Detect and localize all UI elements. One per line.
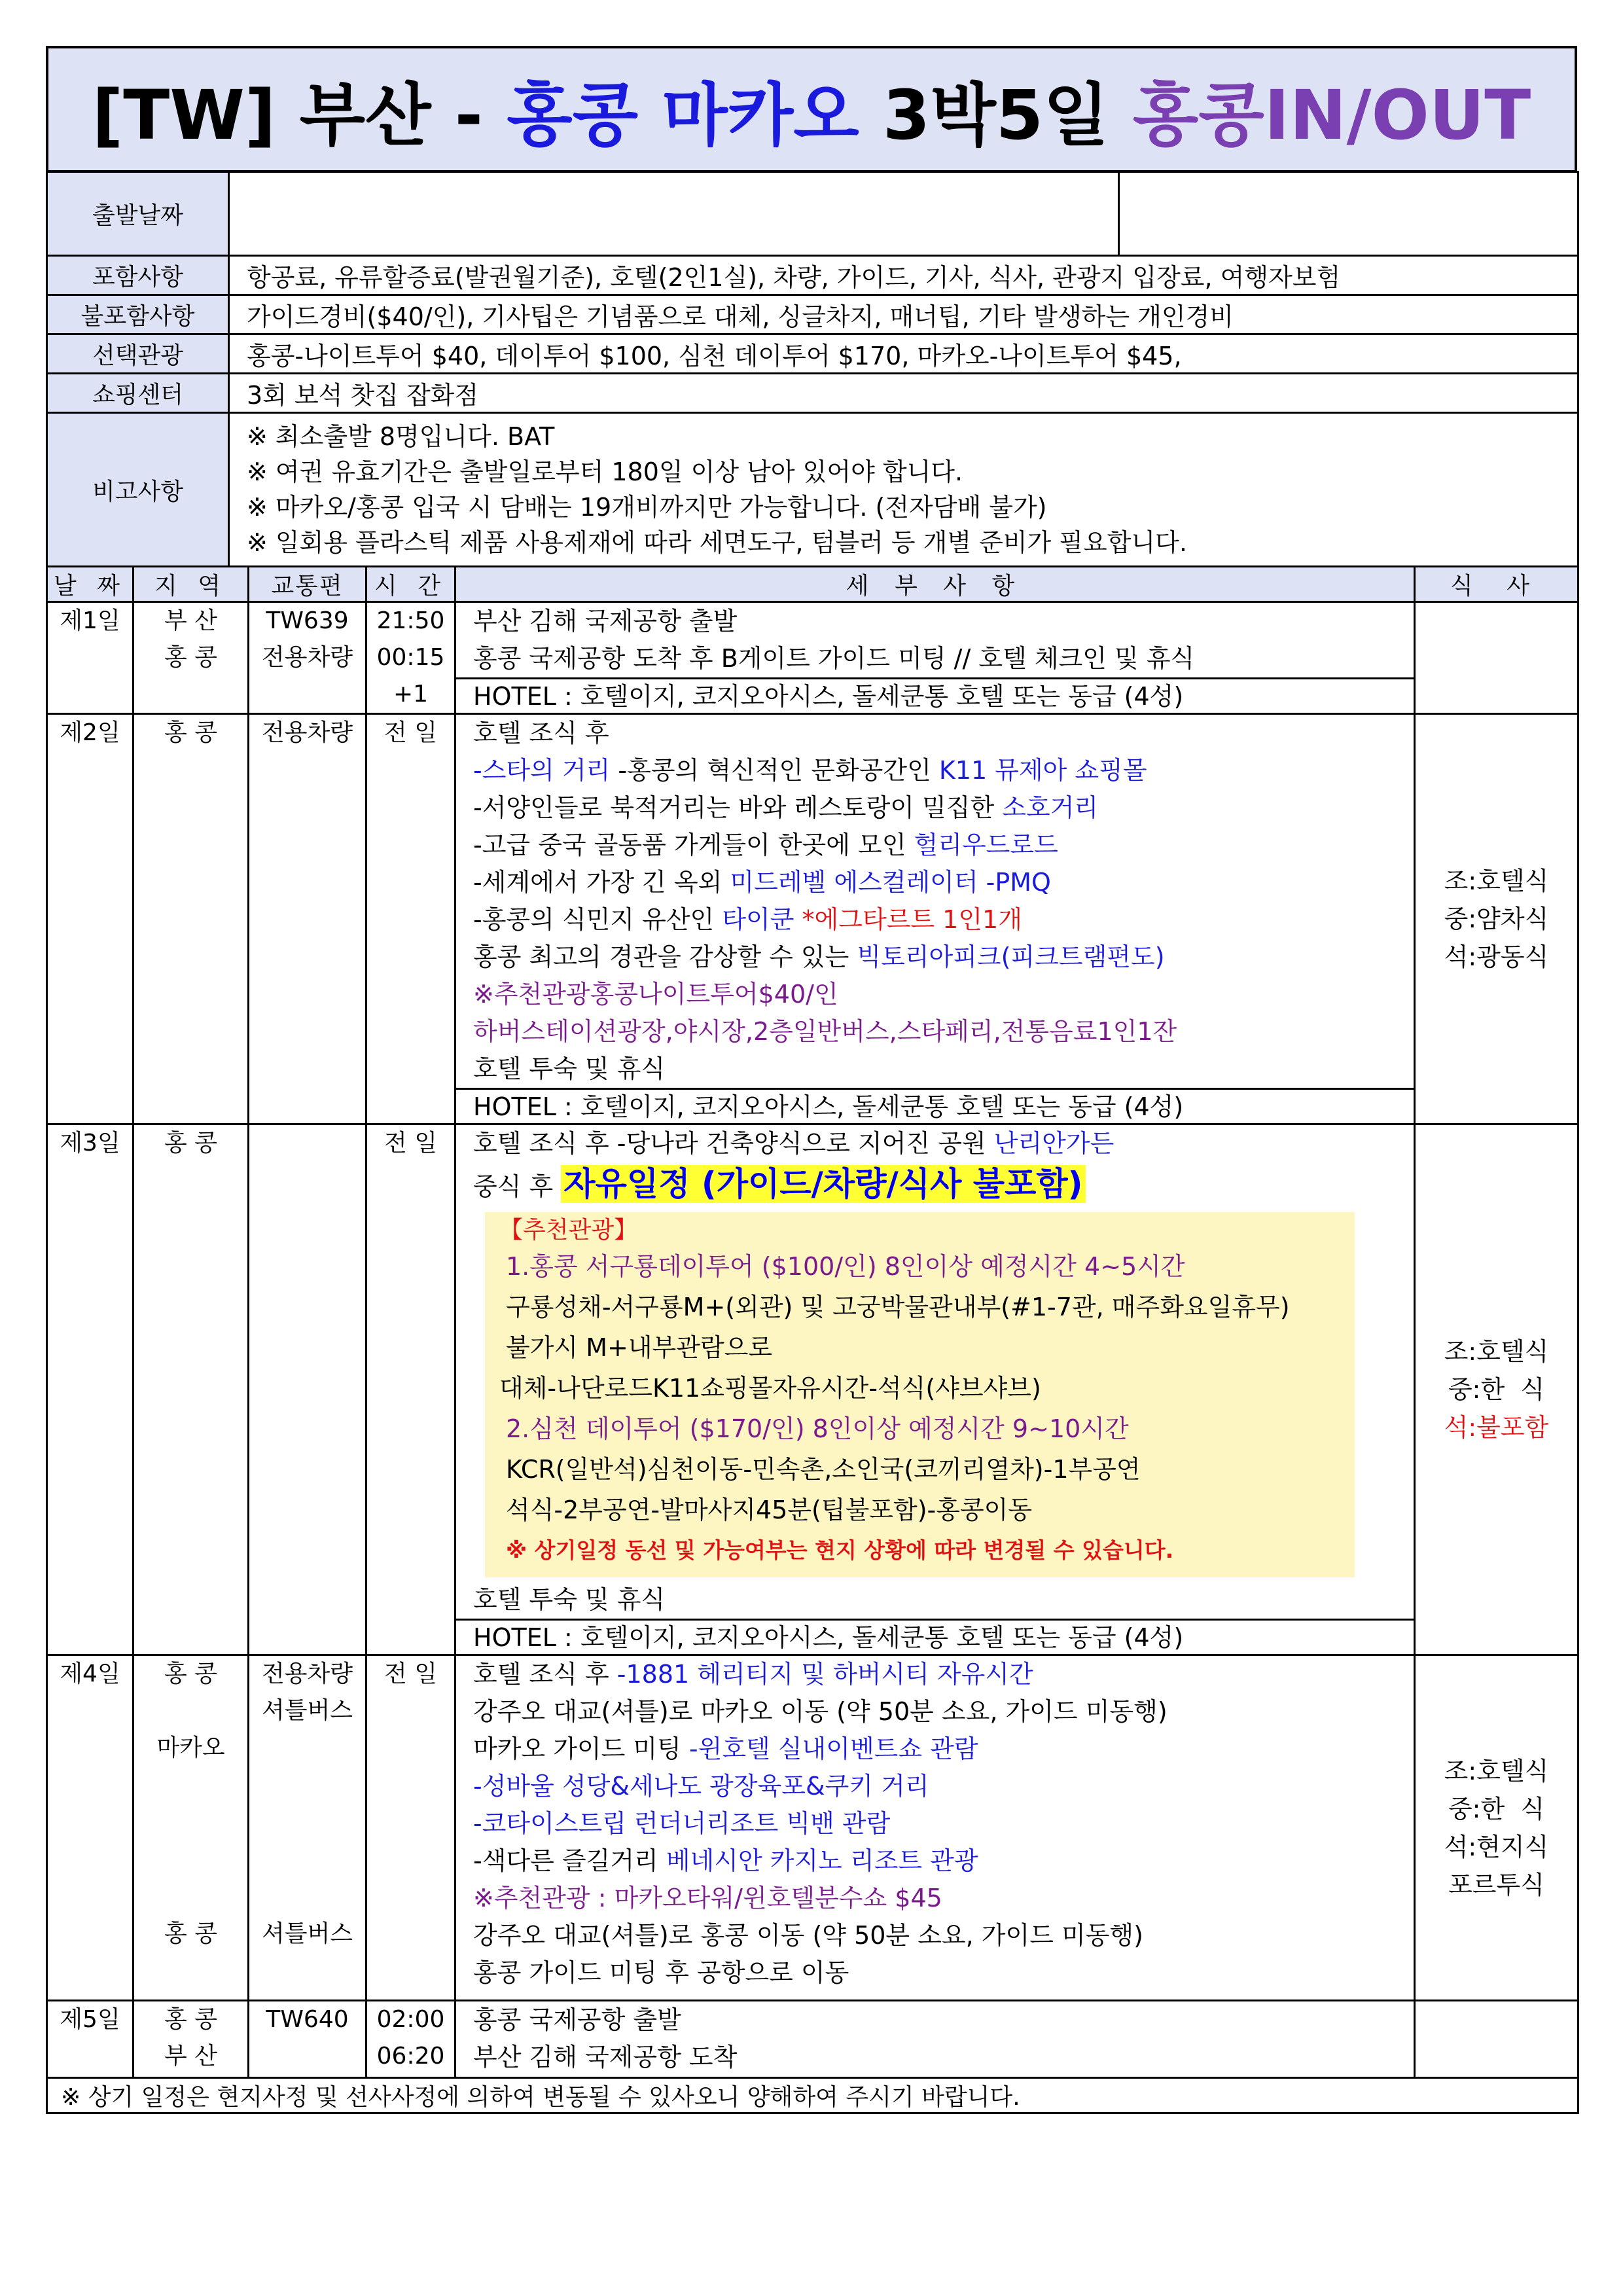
detail-line: -고급 중국 골동품 가게들이 한곳에 모인 헐리우드로드: [473, 831, 1058, 859]
header-day: 날 짜: [47, 567, 134, 602]
meal-dinner: 석:불포함: [1444, 1413, 1549, 1442]
region-name: 부 산: [164, 2043, 217, 2070]
day4-meal: [1415, 1655, 1578, 2001]
detail-line: -서양인들로 북적거리는 바와 레스토랑이 밀집한 소호거리: [473, 793, 1099, 822]
day4-label: 제4일: [47, 1655, 134, 2001]
optional-tour-value: 홍콩-나이트투어 $40, 데이투어 $100, 심천 데이투어 $170, 마카오-나이트투어 $45,: [229, 334, 1578, 374]
region-name: 홍 콩: [164, 1660, 217, 1687]
detail-line: 부산 김해 국제공항 출발: [473, 607, 738, 636]
detail-line: 홍콩 국제공항 도착 후 B게이트 가이드 미팅 // 호텔 체크인 및 휴식: [473, 644, 1195, 673]
day3-time: 전 일: [366, 1124, 455, 1655]
remark-item: ※ 일회용 플라스틱 제품 사용제재에 따라 세면도구, 텀블러 등 개별 준비가 필요합니다.: [247, 528, 1187, 557]
day1-region: [134, 602, 249, 714]
footer-note: ※ 상기 일정은 현지사정 및 선사사정에 의하여 변동될 수 있사오니 양해하여 주시기 바랍니다.: [47, 2078, 1578, 2113]
day1-label: 제1일: [47, 602, 134, 714]
header-meal: 식 사: [1415, 567, 1578, 602]
day5-detail: [455, 2001, 1415, 2078]
info-table: [46, 171, 1579, 567]
recommended-tour-box: [485, 1212, 1355, 1577]
day2-time: 전 일: [366, 714, 455, 1124]
detail-line: 홍콩 국제공항 출발: [473, 2005, 681, 2034]
reco-line: 1.홍콩 서구룡데이투어 ($100/인) 8인이상 예정시간 4~5시간: [506, 1252, 1185, 1281]
detail-line: 홍콩 최고의 경관을 감상할 수 있는 빅토리아피크(피크트램편도): [473, 942, 1165, 971]
remark-item: ※ 최소출발 8명입니다. BAT: [247, 422, 555, 451]
time-value: 21:50: [376, 607, 445, 634]
meal-dinner-detail: 포르투식: [1448, 1870, 1544, 1899]
vehicle: 전용차량: [261, 644, 353, 671]
day3-detail: [455, 1124, 1415, 1620]
detail-line: -스타의 거리 -홍콩의 혁신적인 문화공간인 K11 뮤제아 쇼핑몰: [473, 756, 1147, 785]
departure-date-field[interactable]: [229, 172, 1119, 256]
day1-transport: [249, 602, 366, 714]
optional-tour-label: 선택관광: [47, 334, 229, 374]
detail-line: 홍콩 가이드 미팅 후 공항으로 이동: [473, 1958, 849, 1987]
remarks-label: 비고사항: [47, 413, 229, 567]
day1-detail: [455, 602, 1415, 679]
reco-title: 【추천관광】: [499, 1217, 638, 1244]
day4-region: [134, 1655, 249, 2001]
day2-meal: [1415, 714, 1578, 1124]
reco-line: 2.심천 데이투어 ($170/인) 8인이상 예정시간 9~10시간: [506, 1414, 1129, 1443]
meal-breakfast: 조:호텔식: [1444, 867, 1549, 895]
day2-hotel: HOTEL : 호텔이지, 코지오아시스, 돌세쿤통 호텔 또는 동급 (4성): [455, 1089, 1415, 1124]
excluded-value: 가이드경비($40/인), 기사팁은 기념품으로 대체, 싱글차지, 매너팁, 기타 발생하는 개인경비: [229, 295, 1578, 334]
reco-line: 구룡성채-서구룡M+(외관) 및 고궁박물관내부(#1-7관, 매주화요일휴무): [506, 1293, 1290, 1321]
shopping-value: 3회 보석 찻집 잡화점: [229, 374, 1578, 413]
day5-label: 제5일: [47, 2001, 134, 2078]
title-inout: 홍콩IN/OUT: [1132, 75, 1531, 155]
detail-line: -홍콩의 식민지 유산인 타이쿤 *에그타르트 1인1개: [473, 905, 1022, 934]
day3-region: 홍 콩: [134, 1124, 249, 1655]
remark-item: ※ 여권 유효기간은 출발일로부터 180일 이상 남아 있어야 합니다.: [247, 457, 963, 486]
day4-transport: [249, 1655, 366, 2001]
day1-hotel: HOTEL : 호텔이지, 코지오아시스, 돌세쿤통 호텔 또는 동급 (4성): [455, 679, 1415, 714]
detail-line: -세계에서 가장 긴 옥외 미드레벨 에스컬레이터 -PMQ: [473, 868, 1051, 897]
time-value: +1: [393, 681, 429, 708]
included-label: 포함사항: [47, 256, 229, 295]
day2-label: 제2일: [47, 714, 134, 1124]
remarks-list: [229, 413, 1578, 567]
meal-lunch: 중:한 식: [1448, 1375, 1545, 1404]
detail-line: 마카오 가이드 미팅 -윈호텔 실내이벤트쇼 관람: [473, 1734, 978, 1763]
title-route: [TW] 부산 -: [92, 75, 507, 155]
itinerary-table: [46, 46, 1577, 173]
vehicle: 전용차량: [261, 1660, 353, 1687]
vehicle: 셔틀버스: [261, 1920, 353, 1947]
reco-line: KCR(일반석)심천이동-민속촌,소인국(코끼리열차)-1부공연: [506, 1455, 1141, 1484]
shopping-label: 쇼핑센터: [47, 374, 229, 413]
detail-line: -색다른 즐길거리 베네시안 카지노 리조트 관광: [473, 1846, 978, 1875]
departure-extra-field[interactable]: [1119, 172, 1578, 256]
day3-meal: [1415, 1124, 1578, 1655]
vehicle: 셔틀버스: [261, 1697, 353, 1724]
detail-line: 부산 김해 국제공항 도착: [473, 2043, 738, 2072]
meal-dinner: 석:광동식: [1444, 942, 1549, 971]
detail-line: ※추천관광홍콩나이트투어$40/인: [473, 980, 838, 1009]
region-name: 홍 콩: [164, 644, 217, 671]
detail-line: ※추천관광 : 마카오타워/윈호텔분수쇼 $45: [473, 1884, 942, 1912]
day2-detail: [455, 714, 1415, 1089]
detail-line: 호텔 조식 후 -1881 헤리티지 및 하버시티 자유시간: [473, 1660, 1033, 1689]
title-duration: 3박5일: [859, 75, 1133, 155]
header-region: 지 역: [134, 567, 249, 602]
day4-detail: [455, 1655, 1415, 2001]
detail-line: 호텔 투숙 및 휴식: [473, 1054, 666, 1083]
detail-line: 호텔 조식 후: [473, 719, 609, 747]
day3-transport: [249, 1124, 366, 1655]
meal-dinner: 석:현지식: [1444, 1832, 1549, 1861]
reco-line: 석식-2부공연-발마사지45분(팁불포함)-홍콩이동: [506, 1496, 1033, 1524]
time-value: 00:15: [376, 644, 445, 671]
day1-meal: [1415, 602, 1578, 714]
title-destination: 홍콩 마카오: [507, 75, 859, 155]
document-title: [47, 47, 1576, 171]
region-name: 부 산: [164, 607, 217, 634]
included-value: 항공료, 유류할증료(발권월기준), 호텔(2인1실), 차량, 가이드, 기사, 식사, 관광지 입장료, 여행자보험: [229, 256, 1578, 295]
meal-lunch: 중:얌차식: [1444, 905, 1549, 933]
day1-time: [366, 602, 455, 714]
detail-line: 강주오 대교(셔틀)로 마카오 이동 (약 50분 소요, 가이드 미동행): [473, 1697, 1168, 1726]
detail-line: 하버스테이션광장,야시장,2층일반버스,스타페리,전통음료1인1잔: [473, 1017, 1177, 1046]
detail-line: 중식 후 자유일정 (가이드/차량/식사 불포함): [473, 1162, 1414, 1208]
day5-meal: [1415, 2001, 1578, 2078]
excluded-label: 불포함사항: [47, 295, 229, 334]
detail-line: 강주오 대교(셔틀)로 홍콩 이동 (약 50분 소요, 가이드 미동행): [473, 1921, 1143, 1950]
free-schedule-highlight: 자유일정 (가이드/차량/식사 불포함): [561, 1165, 1085, 1203]
meal-lunch: 중:한 식: [1448, 1794, 1545, 1823]
day5-transport: TW640: [249, 2001, 366, 2078]
time-value: 02:00: [376, 2006, 445, 2033]
reco-note: ※ 상기일정 동선 및 가능여부는 현지 상황에 따라 변경될 수 있습니다.: [506, 1537, 1174, 1563]
flight-number: TW639: [266, 607, 349, 634]
meal-breakfast: 조:호텔식: [1444, 1756, 1549, 1785]
detail-line: 호텔 조식 후 -당나라 건축양식으로 지어진 공원 난리안가든: [473, 1129, 1115, 1158]
detail-line: -성바울 성당&세나도 광장육포&쿠키 거리: [473, 1772, 929, 1801]
day2-transport: 전용차량: [249, 714, 366, 1124]
reco-line: 불가시 M+내부관람으로: [506, 1333, 773, 1362]
schedule-table: [46, 565, 1579, 2114]
detail-line: -코타이스트립 런더너리조트 빅밴 관람: [473, 1809, 891, 1838]
header-transport: 교통편: [249, 567, 366, 602]
header-detail: 세 부 사 항: [455, 567, 1415, 602]
day2-region: 홍 콩: [134, 714, 249, 1124]
region-name: 홍 콩: [164, 1920, 217, 1947]
region-name: 마카오: [156, 1734, 225, 1761]
day4-time: 전 일: [366, 1655, 455, 2001]
itinerary-document: [46, 46, 1577, 2114]
remark-item: ※ 마카오/홍콩 입국 시 담배는 19개비까지만 가능합니다. (전자담배 불가): [247, 493, 1047, 522]
reco-line: 대체-나단로드K11쇼핑몰자유시간-석식(샤브샤브): [499, 1374, 1041, 1403]
day5-time: [366, 2001, 455, 2078]
meal-breakfast: 조:호텔식: [1444, 1337, 1549, 1366]
day5-region: [134, 2001, 249, 2078]
departure-label: 출발날짜: [47, 172, 229, 256]
header-time: 시 간: [366, 567, 455, 602]
day3-hotel: HOTEL : 호텔이지, 코지오아시스, 돌세쿤통 호텔 또는 동급 (4성): [455, 1620, 1415, 1655]
region-name: 홍 콩: [164, 2006, 217, 2033]
time-value: 06:20: [376, 2043, 445, 2070]
detail-line: 호텔 투숙 및 휴식: [473, 1585, 666, 1614]
day3-label: 제3일: [47, 1124, 134, 1655]
